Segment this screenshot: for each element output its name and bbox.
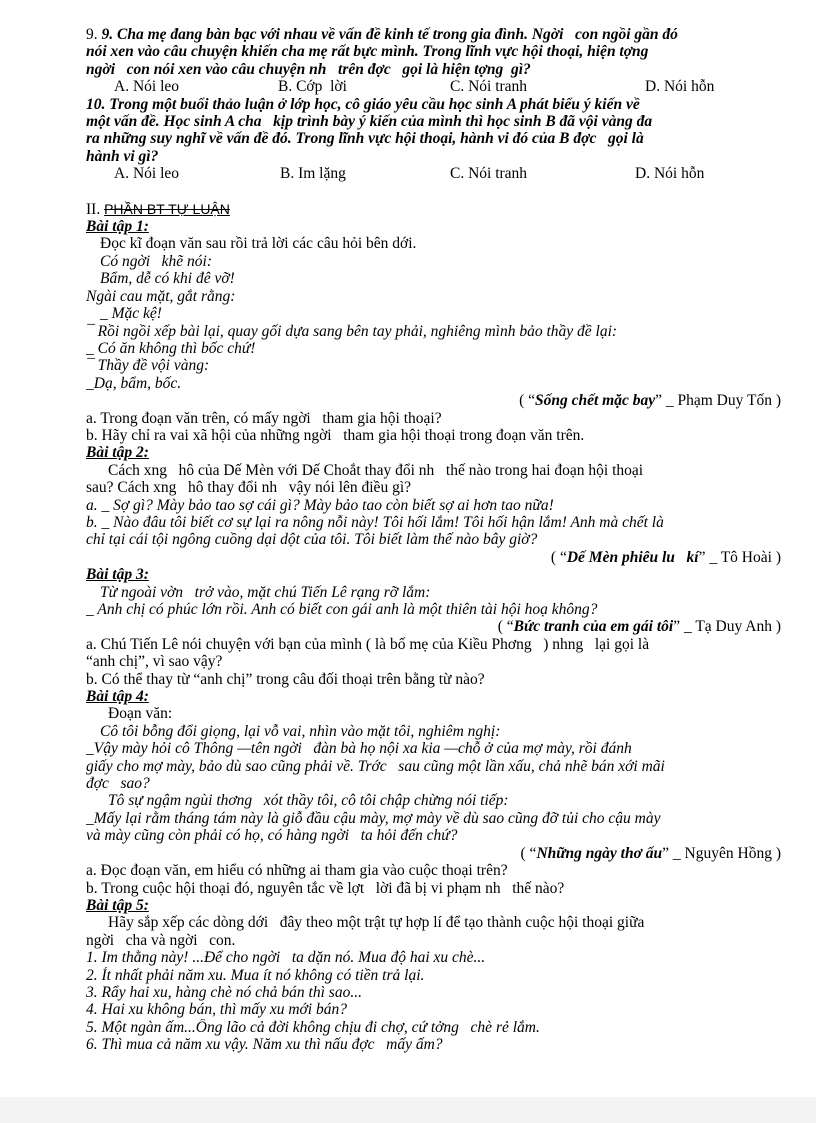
question-line: a. Chú Tiến Lê nói chuyện với bạn của mình ( là bố mẹ của Kiều Phơng ) nhng lại gọi là bbox=[86, 635, 650, 653]
passage-line: đợc sao? bbox=[86, 775, 150, 793]
passage-line: _Dạ, bẩm, bốc. bbox=[86, 374, 182, 392]
question-9-line: ngời con nói xen vào câu chuyện nh trên đợc gọi là hiện tợng gì? bbox=[86, 60, 531, 78]
worksheet-page bbox=[86, 26, 781, 1054]
list-item: 4. Hai xu không bán, thì mấy xu mới bán? bbox=[86, 1001, 347, 1019]
exercise-5 bbox=[86, 897, 781, 1054]
list-item: 5. Một ngàn ấm...Ông lão cả đời không chịu đi chợ, cứ tởng chè rẻ lắm. bbox=[86, 1018, 540, 1036]
list-item: 2. Ít nhất phải năm xu. Mua ít nó không có tiền trả lại. bbox=[86, 966, 425, 984]
exercise-4 bbox=[86, 688, 781, 897]
passage-line: ¯ Rồi ngồi xếp bài lại, quay gối dựa sang bên tay phải, nghiêng mình bảo thầy đề lại: bbox=[86, 322, 618, 340]
section-heading bbox=[86, 201, 781, 218]
exercise-instruction: Đọc kĩ đoạn văn sau rồi trả lời các câu hỏi bên dới. bbox=[100, 235, 417, 253]
passage-line: _ Mặc kệ! bbox=[100, 305, 162, 323]
exercise-title: Bài tập 1: bbox=[86, 218, 149, 236]
passage-line: Ngài cau mặt, gắt rằng: bbox=[86, 287, 236, 305]
question-line: b. Hãy chỉ ra vai xã hội của những ngời tham gia hội thoại trong đoạn văn trên. bbox=[86, 426, 585, 444]
passage-line: ¯ Thầy đề vội vàng: bbox=[86, 357, 210, 375]
list-item: 3. Rẩy hai xu, hàng chè nó chả bán thì sao... bbox=[86, 983, 362, 1001]
question-line: a. Trong đoạn văn trên, có mấy ngời tham gia hội thoại? bbox=[86, 409, 442, 427]
option-a[interactable]: A. Nói leo bbox=[114, 78, 180, 96]
option-c[interactable]: C. Nói tranh bbox=[450, 165, 528, 183]
exercise-instruction: Đoạn văn: bbox=[108, 705, 173, 723]
exercise-instruction: sau? Cách xng hô thay đổi nh vậy nói lên điều gì? bbox=[86, 479, 412, 497]
question-10-line: ra những suy nghĩ về vấn đề đó. Trong lĩnh vực hội thoại, hành vi đó của B đợc gọi là bbox=[86, 130, 644, 148]
passage-line: giấy cho mợ mày, bảo dù sao cũng phải về. Trớc sau cũng một lần xấu, chả nhẽ bán xới mãi bbox=[86, 757, 665, 775]
dialogue-b: b. _ Nào đâu tôi biết cơ sự lại ra nông nỗi này! Tôi hối lắm! Tôi hối hận lắm! Anh mà chết là bbox=[86, 513, 664, 531]
question-line: a. Đọc đoạn văn, em hiểu có những ai tham gia vào cuộc thoại trên? bbox=[86, 862, 508, 880]
question-10-line: hành vi gì? bbox=[86, 147, 159, 165]
exercise-title: Bài tập 3: bbox=[86, 566, 149, 584]
source-citation: ( “Sống chết mặc bay” _ Phạm Duy Tốn ) bbox=[519, 392, 781, 410]
question-10 bbox=[86, 96, 781, 183]
passage-line: Tô sự ngậm ngùi thơng xót thầy tôi, cô tôi chập chừng nói tiếp: bbox=[108, 792, 509, 810]
passage-line: _Vậy mày hỏi cô Thông —tên ngời đàn bà họ nội xa kia —chỗ ở của mợ mày, rồi đánh bbox=[86, 740, 632, 758]
list-item: 1. Im thằng này! ...Để cho ngời ta dặn nó. Mua độ hai xu chè... bbox=[86, 949, 486, 967]
exercise-instruction: Cách xng hô của Dế Mèn với Dế Choắt thay đổi nh thế nào trong hai đoạn hội thoại bbox=[108, 461, 644, 479]
exercise-instruction: ngời cha và ngời con. bbox=[86, 931, 236, 949]
passage-line: _Mấy lại rằm tháng tám này là giỗ đầu cậu mày, mợ mày về dù sao cũng đỡ tủi cho cậu mày bbox=[86, 809, 661, 827]
passage-line: _ Có ăn không thì bốc chứ! bbox=[86, 339, 256, 357]
exercise-title: Bài tập 2: bbox=[86, 444, 149, 462]
question-line: b. Có thể thay từ “anh chị” trong câu đối thoại trên bằng từ nào? bbox=[86, 670, 485, 688]
option-d[interactable]: D. Nói hỗn bbox=[645, 78, 715, 96]
passage-line: Bẩm, dễ có khi đê vỡ! bbox=[100, 270, 235, 288]
question-line: “anh chị”, vì sao vậy? bbox=[86, 653, 223, 671]
dialogue-a: a. _ Sợ gì? Mày bảo tao sợ cái gì? Mày bảo tao còn biết sợ ai hơn tao nữa! bbox=[86, 496, 554, 514]
section-title: PHẦN BT TỰ LUẬN bbox=[104, 200, 230, 217]
exercise-title: Bài tập 4: bbox=[86, 688, 149, 706]
passage-line: Có ngời khẽ nói: bbox=[100, 252, 213, 270]
exercise-1 bbox=[86, 218, 781, 444]
source-citation: ( “Dế Mèn phiêu lu kí” _ Tô Hoài ) bbox=[550, 548, 781, 566]
question-line: b. Trong cuộc hội thoại đó, nguyên tắc về lợt lời đã bị vi phạm nh thế nào? bbox=[86, 879, 565, 897]
option-b[interactable]: B. Cớp lời bbox=[278, 78, 347, 96]
section-prefix: II. bbox=[86, 200, 105, 218]
question-9 bbox=[86, 26, 781, 96]
list-item: 6. Thì mua cả năm xu vậy. Năm xu thì nấu đợc mấy ấm? bbox=[86, 1036, 443, 1054]
passage-line: Cô tôi bỗng đổi giọng, lại vỗ vai, nhìn vào mặt tôi, nghiêm nghị: bbox=[100, 722, 501, 740]
question-9-line: 9. 9. Cha mẹ đang bàn bạc với nhau về vấn đề kinh tế trong gia đình. Ngời con ngồi gần đó bbox=[86, 26, 678, 43]
source-citation: ( “Bức tranh của em gái tôi” _ Tạ Duy Anh ) bbox=[497, 618, 781, 636]
question-9-options bbox=[86, 78, 781, 95]
option-c[interactable]: C. Nói tranh bbox=[450, 78, 528, 96]
option-b[interactable]: B. Im lặng bbox=[280, 165, 346, 183]
passage-line: Từ ngoài vờn trở vào, mặt chú Tiến Lê rạng rỡ lắm: bbox=[100, 583, 431, 601]
option-a[interactable]: A. Nói leo bbox=[114, 165, 180, 183]
source-citation: ( “Những ngày thơ ấu” _ Nguyên Hồng ) bbox=[520, 844, 781, 862]
dialogue-b: chỉ tại cái tội ngông cuồng dại dột của tôi. Tôi biết làm thế nào bây giờ? bbox=[86, 531, 538, 549]
question-10-options bbox=[86, 165, 781, 182]
exercise-3 bbox=[86, 566, 781, 688]
question-10-line: 10. Trong một buổi thảo luận ở lớp học, cô giáo yêu cầu học sinh A phát biểu ý kiến về bbox=[86, 95, 640, 113]
passage-line: và mày cũng còn phải có họ, có hàng ngời ta hỏi đến chứ? bbox=[86, 827, 458, 845]
question-9-line: nói xen vào câu chuyện khiến cha mẹ rất bực mình. Trong lĩnh vực hội thoại, hiện tợng bbox=[86, 43, 649, 61]
option-d[interactable]: D. Nói hỗn bbox=[635, 165, 705, 183]
question-10-line: một vấn đề. Học sinh A cha kịp trình bày ý kiến của mình thì học sinh B đã vội vàng đa bbox=[86, 113, 653, 131]
exercise-title: Bài tập 5: bbox=[86, 896, 149, 914]
passage-line: _ Anh chị có phúc lớn rồi. Anh có biết con gái anh là một thiên tài hội hoạ không? bbox=[86, 601, 598, 618]
exercise-instruction: Hãy sắp xếp các dòng dới đây theo một trật tự hợp lí để tạo thành cuộc hội thoại giữa bbox=[108, 914, 645, 932]
exercise-2 bbox=[86, 444, 781, 566]
page-bottom-strip bbox=[0, 1097, 816, 1123]
